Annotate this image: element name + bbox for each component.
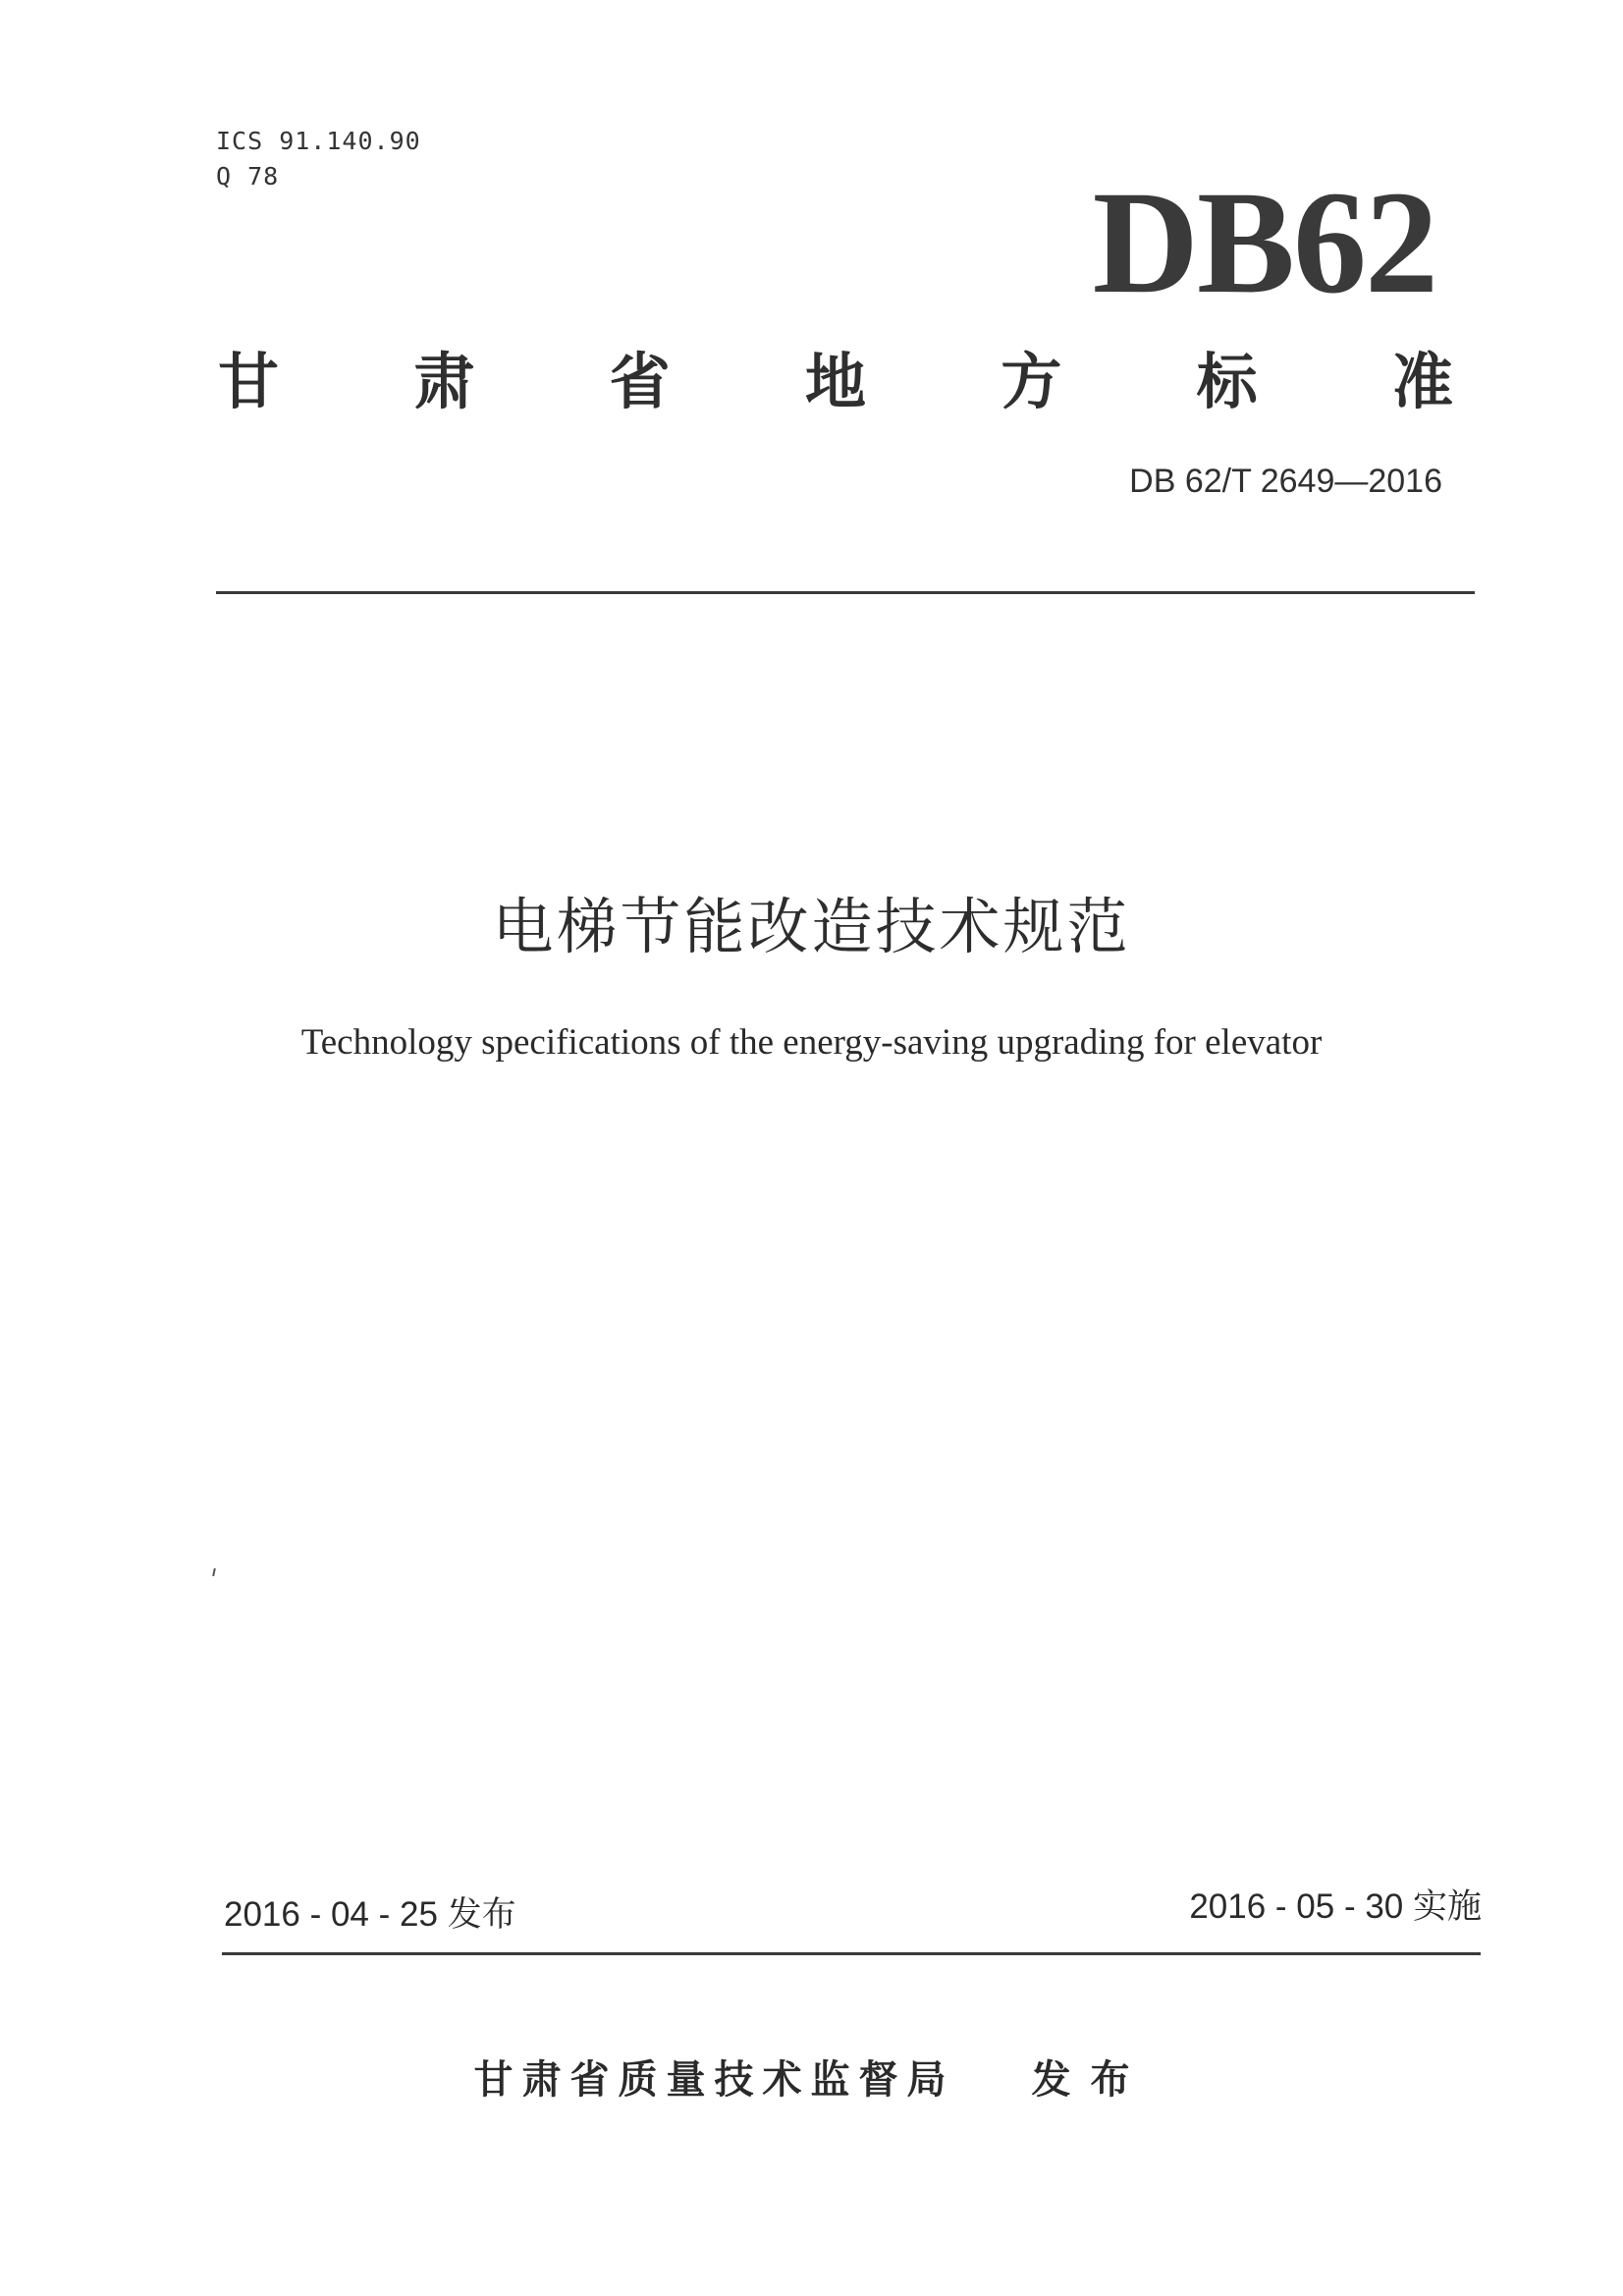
- scan-speck: [212, 1568, 216, 1576]
- issue-date: 2016 - 04 - 25 发布: [224, 1895, 516, 1934]
- publisher-line: [0, 2054, 1623, 2105]
- standard-type-char: 地: [804, 346, 866, 417]
- effective-date: 2016 - 05 - 30 实施: [1189, 1887, 1482, 1926]
- standard-type-char: 省: [609, 346, 671, 417]
- standard-type-char: 标: [1196, 346, 1258, 417]
- publisher-name: 甘肃省质量技术监督局: [473, 2057, 955, 2103]
- db-logo: DB62: [1092, 161, 1436, 324]
- standard-type-char: 准: [1391, 346, 1453, 417]
- ics-classification-block: [216, 124, 421, 194]
- ics-code: ICS 91.140.90: [216, 127, 421, 155]
- bottom-divider: [222, 1952, 1481, 1955]
- document-title-chinese: 电梯节能改造技术规范: [492, 891, 1131, 962]
- top-divider: [216, 591, 1475, 594]
- standard-type-char: 方: [1001, 346, 1062, 417]
- standard-type-char: 甘: [218, 346, 280, 417]
- standard-type-char: 肃: [413, 346, 475, 417]
- standard-number: DB 62/T 2649—2016: [1129, 463, 1442, 500]
- classification-code: Q 78: [216, 162, 280, 191]
- publish-label: 发布: [1031, 2057, 1150, 2103]
- document-title-english: Technology specifications of the energy-saving upgrading for elevator: [300, 1022, 1323, 1063]
- standard-type-title: [218, 346, 1453, 418]
